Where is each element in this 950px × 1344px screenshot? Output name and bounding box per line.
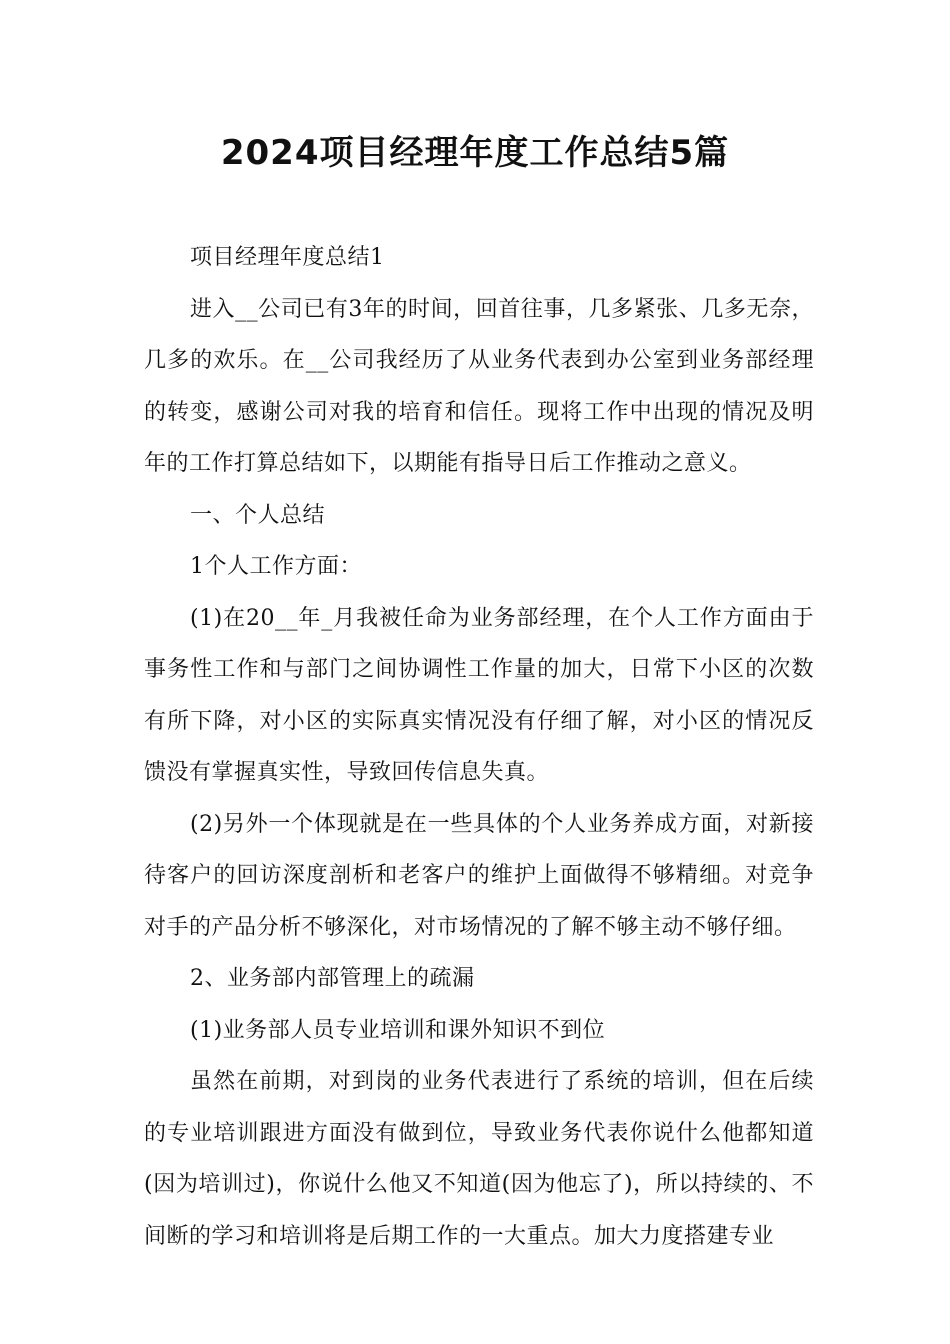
section-heading: 一、个人总结 — [190, 502, 326, 528]
paragraph: 虽然在前期，对到岗的业务代表进行了系统的培训，但在后续的专业培训跟进方面没有做到位，导致业务代表你说什么他都知道(因为培训过)，你说什么他又不知道(因为他忘了)，所以持续的、不间断的学习和培训将是后期工作的一大重点。加大力度搭建专业 — [144, 1069, 814, 1249]
document-title: 2024项目经理年度工作总结5篇 — [220, 133, 730, 173]
section-heading: 2、业务部内部管理上的疏漏 — [190, 966, 475, 991]
section-heading: 项目经理年度总结1 — [190, 245, 385, 270]
section-heading: (1)业务部人员专业培训和课外知识不到位 — [190, 1017, 606, 1043]
document-body — [144, 232, 814, 1262]
paragraph: (1)在20__年_月我被任命为业务部经理，在个人工作方面由于事务性工作和与部门之间协调性工作量的加大，日常下小区的次数有所下降，对小区的实际真实情况没有仔细了解，对小区的情况反馈没有掌握真实性，导致回传信息失真。 — [144, 605, 814, 785]
paragraph: (2)另外一个体现就是在一些具体的个人业务养成方面，对新接待客户的回访深度剖析和老客户的维护上面做得不够精细。对竞争对手的产品分析不够深化，对市场情况的了解不够主动不够仔细。 — [144, 811, 814, 940]
section-heading: 1个人工作方面： — [190, 554, 362, 579]
paragraph: 进入__公司已有3年的时间，回首往事，几多紧张、几多无奈，几多的欢乐。在__公司我经历了从业务代表到办公室到业务部经理的转变，感谢公司对我的培育和信任。现将工作中出现的情况及明年的工作打算总结如下，以期能有指导日后工作推动之意义。 — [144, 296, 814, 476]
